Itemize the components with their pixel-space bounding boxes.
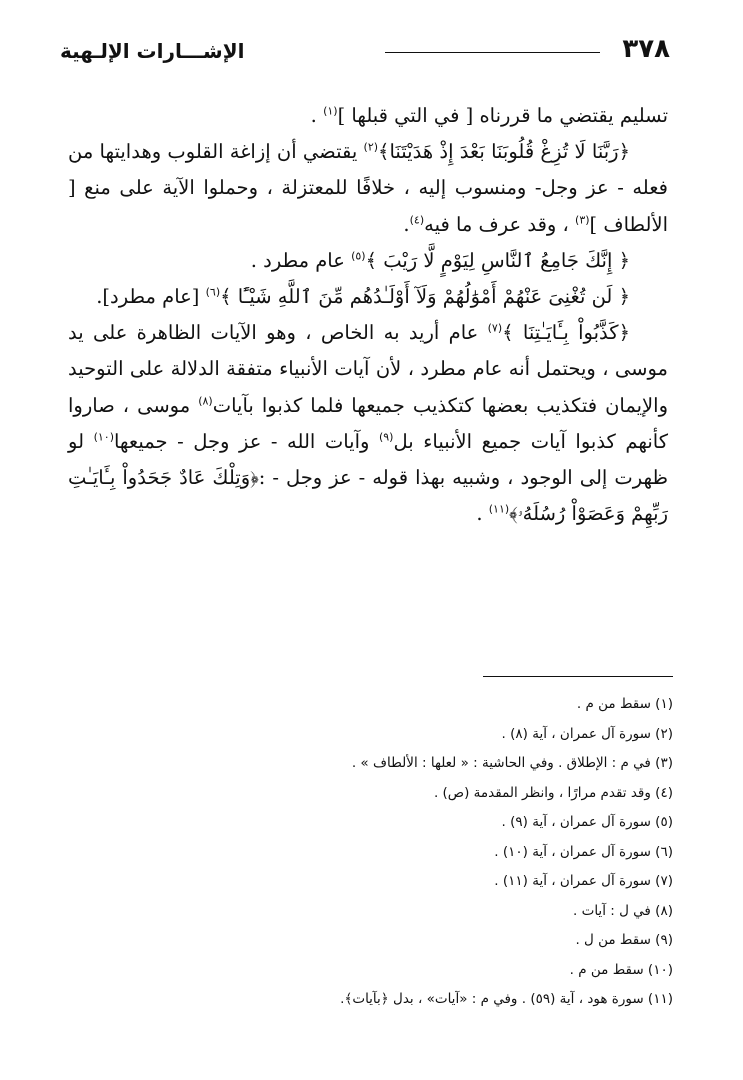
p3-text: عام مطرد .	[250, 248, 352, 272]
footnote-ref-7: (٧)	[487, 321, 503, 335]
p2-text-2: ، وقد عرف ما فيه	[424, 212, 576, 236]
footnote-3: (٣) في م : الإطلاق . وفي الحاشية : « لعلها : الألطاف » .	[351, 755, 673, 771]
footnote-ref-4: (٤)	[409, 213, 425, 227]
footnote-ref-2: (٢)	[363, 140, 379, 154]
paragraph-4	[68, 279, 668, 315]
footnote-ref-8: (٨)	[198, 394, 213, 408]
footnote-10: (١٠) سقط من م .	[569, 961, 673, 978]
footnote-1: (١) سقط من م .	[576, 696, 673, 712]
main-text	[68, 98, 668, 532]
footnote-4: (٤) وقد تقدم مرارًا ، وانظر المقدمة (ص) .	[433, 784, 673, 801]
paragraph-3	[68, 243, 668, 279]
footnotes-list	[113, 690, 673, 1015]
p2-end: .	[403, 212, 410, 236]
footnote-8: (٨) في ل : آيات .	[573, 902, 673, 919]
p5-end: .	[476, 502, 489, 526]
book-title: الإشـــارات الإلـهية	[60, 39, 245, 63]
paragraph-2	[68, 134, 668, 243]
page-number: ٣٧٨	[622, 34, 670, 64]
footnote-2: (٢) سورة آل عمران ، آية (٨) .	[501, 725, 673, 742]
p1-end: .	[310, 104, 324, 127]
verse-al-imran-8: ﴿رَبَّنَا لَا تُزِغْ قُلُوبَنَا بَعْدَ إِذْ هَدَيْتَنَا﴾	[378, 140, 630, 164]
footnote-ref-10: (١٠)	[93, 430, 114, 444]
paragraph-1	[68, 98, 668, 134]
header-rule	[385, 52, 600, 53]
p5-text-2: موسى ، صاروا كأنهم كذبوا آيات جميع الأنبياء بل	[68, 393, 668, 453]
p5-text-3: وآيات الله - عز وجل - جميعها	[113, 429, 379, 453]
footnote-ref-11: (١١)	[488, 502, 510, 516]
footnote-ref-5: (٥)	[351, 249, 366, 263]
p2-text: يقتضي أن إزاغة القلوب وهدايتها من فعله - عز وجل- ومنسوب إليه ، خلافًا للمعتزلة ، وحملوا الآية على منع [ الألطاف ]	[68, 140, 668, 236]
paragraph-5	[68, 315, 668, 532]
footnote-ref-6: (٦)	[205, 285, 221, 299]
verse-hud-59: ﴿وَتِلْكَ عَادٌ جَحَدُواْ بِـَٔايَـٰتِ رَبِّهِمْ وَعَصَوْاْ رُسُلَهُۥ﴾	[68, 466, 668, 526]
footnote-ref-1: (١)	[323, 104, 338, 118]
footnote-6: (٦) سورة آل عمران ، آية (١٠) .	[494, 843, 673, 860]
footnote-separator	[483, 676, 673, 677]
page-header	[60, 34, 670, 70]
p1-text: تسليم يقتضي ما قررناه [ في التي قبلها ]	[337, 104, 668, 127]
p5-text: عام أريد به الخاص ، وهو الآيات الظاهرة على يد موسى ، ويحتمل أنه عام مطرد ، لأن آيات الأنبياء متفقة الدلالة على التوحيد والإيمان فتكذيب بعضها كتكذيب جميعها فلما كذبوا بآيات	[68, 321, 668, 417]
p5-text-4: لو ظهرت إلى الوجود ، وشبيه بهذا قوله - عز وجل - :	[68, 429, 668, 490]
footnote-9: (٩) سقط من ل .	[575, 932, 673, 948]
footnote-7: (٧) سورة آل عمران ، آية (١١) .	[494, 873, 673, 889]
footnote-5: (٥) سورة آل عمران ، آية (٩) .	[501, 814, 673, 830]
footnote-ref-9: (٩)	[378, 430, 394, 444]
verse-al-imran-10: ﴿ لَن تُغْنِىَ عَنْهُمْ أَمْوَٰلُهُمْ وَلَآ أَوْلَـٰدُهُم مِّنَ ٱللَّهِ شَيْـًٔا ﴾	[220, 285, 630, 309]
p4-text: [عام مطرد].	[96, 285, 206, 309]
verse-al-imran-9: ﴿ إِنَّكَ جَامِعُ ٱلنَّاسِ لِيَوْمٍ لَّا رَيْبَ ﴾	[365, 248, 630, 272]
footnote-11: (١١) سورة هود ، آية (٥٩) . وفي م : «آيات» ، بدل ﴿بآيات﴾.	[340, 991, 673, 1007]
verse-al-imran-11: ﴿كَذَّبُواْ بِـَٔايَـٰتِنَا ﴾	[502, 321, 630, 345]
footnote-ref-3: (٣)	[575, 213, 590, 227]
